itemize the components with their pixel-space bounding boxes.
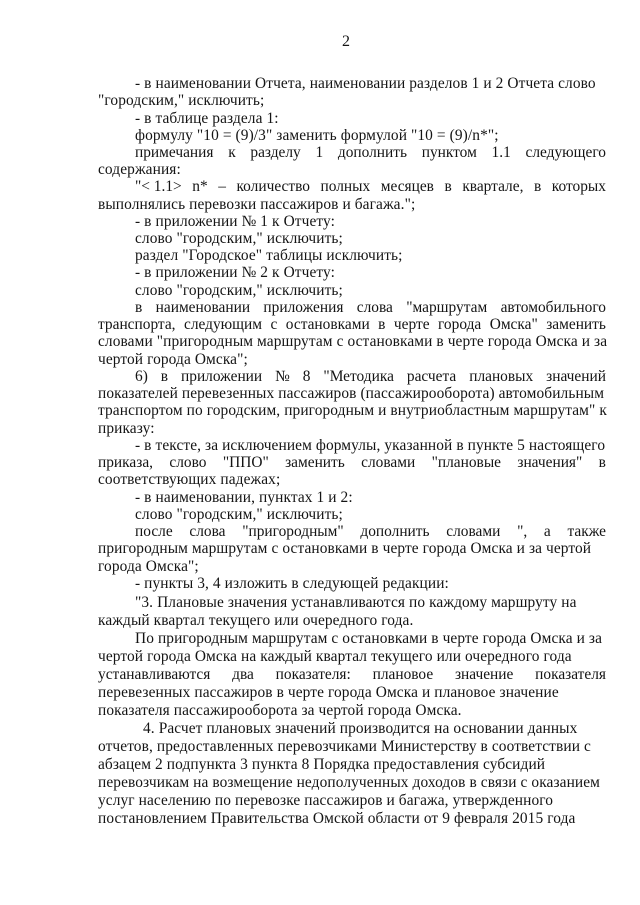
text-word: словами bbox=[446, 523, 501, 540]
text-line bbox=[135, 299, 606, 316]
text-word: "пригородным" bbox=[242, 523, 344, 540]
text-word: плановых bbox=[469, 368, 534, 385]
text-word: значение bbox=[454, 666, 514, 683]
text-word: показателя bbox=[535, 666, 606, 683]
text-word: с bbox=[270, 316, 278, 333]
text-word: слова bbox=[189, 523, 226, 540]
text-word: квартале, bbox=[462, 178, 524, 195]
text-word: количество bbox=[236, 178, 310, 195]
text-word: города bbox=[438, 316, 482, 333]
text-word: черте bbox=[393, 316, 430, 333]
text-word: в bbox=[160, 368, 169, 385]
text-line: соответствующих падежах; bbox=[98, 471, 281, 488]
text-line: - в приложении № 2 к Отчету: bbox=[135, 264, 335, 281]
text-word: ", bbox=[517, 523, 528, 540]
text-word: полных bbox=[320, 178, 371, 195]
text-word: "ППО" bbox=[222, 454, 269, 471]
text-word: приложении bbox=[181, 368, 263, 385]
text-line: "городским," исключить; bbox=[98, 92, 265, 109]
text-word: следующим bbox=[184, 316, 262, 333]
text-word: в bbox=[533, 178, 542, 195]
text-word: приказа, bbox=[98, 454, 154, 471]
text-line: чертой города Омска на каждый квартал текущего или очередного года bbox=[98, 648, 572, 665]
text-line: транспортом по городским, пригородным и внутриобластным маршрутам" к bbox=[98, 402, 607, 419]
text-word: расчета bbox=[406, 368, 457, 385]
text-line: услуг населению по перевозке пассажиров и багажа, утвержденного bbox=[98, 792, 554, 809]
page-number: 2 bbox=[342, 33, 350, 50]
text-line: отчетов, предоставленных перевозчиками Министерству в соответствии с bbox=[98, 738, 591, 755]
text-line: - в таблице раздела 1: bbox=[135, 110, 279, 127]
text-word: в bbox=[135, 299, 143, 316]
text-line: выполнялись перевозки пассажиров и багажа."; bbox=[98, 196, 416, 213]
text-line: показателей перевезенных пассажиров (пассажирооборота) автомобильным bbox=[98, 385, 605, 402]
text-line: слово "городским," исключить; bbox=[135, 506, 343, 523]
text-word: n* bbox=[192, 178, 208, 195]
text-word: в bbox=[378, 316, 386, 333]
text-word: в bbox=[598, 454, 606, 471]
text-word: месяцев bbox=[380, 178, 434, 195]
text-word: заменить bbox=[285, 454, 345, 471]
text-line bbox=[135, 368, 606, 385]
text-line: "3. Плановые значения устанавливаются по каждому маршруту на bbox=[135, 594, 577, 611]
text-line: словами "пригородным маршрутам с остановками в черте города Омска и за bbox=[98, 333, 608, 350]
text-word: Омска" bbox=[489, 316, 538, 333]
text-line: - в тексте, за исключением формулы, указанной в пункте 5 настоящего bbox=[135, 437, 606, 454]
text-line: содержания: bbox=[98, 161, 181, 178]
text-line: приказу: bbox=[98, 420, 155, 437]
text-line: - в приложении № 1 к Отчету: bbox=[135, 213, 335, 230]
text-line: слово "городским," исключить; bbox=[135, 230, 343, 247]
text-word: дополнить bbox=[337, 144, 408, 161]
text-line bbox=[135, 523, 606, 540]
text-line: - в наименовании, пунктах 1 и 2: bbox=[135, 489, 353, 506]
text-word: значения" bbox=[517, 454, 583, 471]
text-word: 1.1 bbox=[491, 144, 511, 161]
text-line: перевозчикам на возмещение недополученных доходов в связи с оказанием bbox=[98, 774, 601, 791]
text-line bbox=[98, 666, 606, 683]
text-word: разделу bbox=[250, 144, 301, 161]
text-word: 8 bbox=[302, 368, 311, 385]
text-line: каждый квартал текущего или очередного года. bbox=[98, 612, 414, 629]
text-word: "< 1.1> bbox=[135, 178, 182, 195]
text-line: 4. Расчет плановых значений производится на основании данных bbox=[143, 720, 578, 737]
text-word: остановками bbox=[285, 316, 370, 333]
text-line bbox=[98, 316, 606, 333]
text-word: к bbox=[228, 144, 236, 161]
text-word: заменить bbox=[546, 316, 606, 333]
text-word: а bbox=[543, 523, 551, 540]
text-line: формулу "10 = (9)/3" заменить формулой "10 = (9)/n*"; bbox=[135, 127, 499, 144]
text-word: "Методика bbox=[323, 368, 394, 385]
text-line: раздел "Городское" таблицы исключить; bbox=[135, 247, 403, 264]
text-word: слово bbox=[169, 454, 207, 471]
text-word: 1 bbox=[315, 144, 324, 161]
text-word: также bbox=[567, 523, 606, 540]
text-line bbox=[98, 454, 606, 471]
text-word: транспорта, bbox=[98, 316, 176, 333]
text-word: слова bbox=[356, 299, 393, 316]
text-line: города Омска"; bbox=[98, 558, 199, 575]
text-word: приложения bbox=[263, 299, 344, 316]
text-line: абзацем 2 подпункта 3 пункта 8 Порядка предоставления субсидий bbox=[98, 756, 546, 773]
text-word: – bbox=[218, 178, 226, 195]
text-word: значений bbox=[546, 368, 606, 385]
text-word: показателя: bbox=[275, 666, 351, 683]
text-line: - в наименовании Отчета, наименовании разделов 1 и 2 Отчета слово bbox=[135, 75, 596, 92]
text-line: чертой города Омска"; bbox=[98, 351, 248, 368]
text-word: "плановые bbox=[431, 454, 501, 471]
text-word: пунктом bbox=[421, 144, 477, 161]
text-word: следующего bbox=[525, 144, 606, 161]
text-word: два bbox=[232, 666, 254, 683]
text-line: - пункты 3, 4 изложить в следующей редакции: bbox=[135, 575, 449, 592]
text-word: "маршрутам bbox=[406, 299, 488, 316]
text-line bbox=[135, 178, 606, 195]
text-word: словами bbox=[361, 454, 416, 471]
text-line: По пригородным маршрутам с остановками в черте города Омска и за bbox=[135, 630, 603, 647]
text-line: перевезенных пассажиров в черте города Омска и плановое значение bbox=[98, 684, 559, 701]
text-word: наименовании bbox=[155, 299, 251, 316]
text-word: автомобильного bbox=[500, 299, 606, 316]
text-line: пригородным маршрутам с остановками в черте города Омска и за чертой bbox=[98, 540, 592, 557]
text-word: дополнить bbox=[360, 523, 430, 540]
text-word: 6) bbox=[135, 368, 148, 385]
text-word: которых bbox=[551, 178, 606, 195]
text-word: в bbox=[444, 178, 452, 195]
text-word: примечания bbox=[135, 144, 214, 161]
text-line: постановлением Правительства Омской области от 9 февраля 2015 года bbox=[98, 810, 576, 827]
text-line: показателя пассажирооборота за чертой города Омска. bbox=[98, 702, 462, 719]
text-line: слово "городским," исключить; bbox=[135, 282, 343, 299]
text-word: № bbox=[275, 368, 290, 385]
text-word: после bbox=[135, 523, 173, 540]
text-word: плановое bbox=[372, 666, 434, 683]
text-line bbox=[135, 144, 606, 161]
text-word: устанавливаются bbox=[98, 666, 211, 683]
